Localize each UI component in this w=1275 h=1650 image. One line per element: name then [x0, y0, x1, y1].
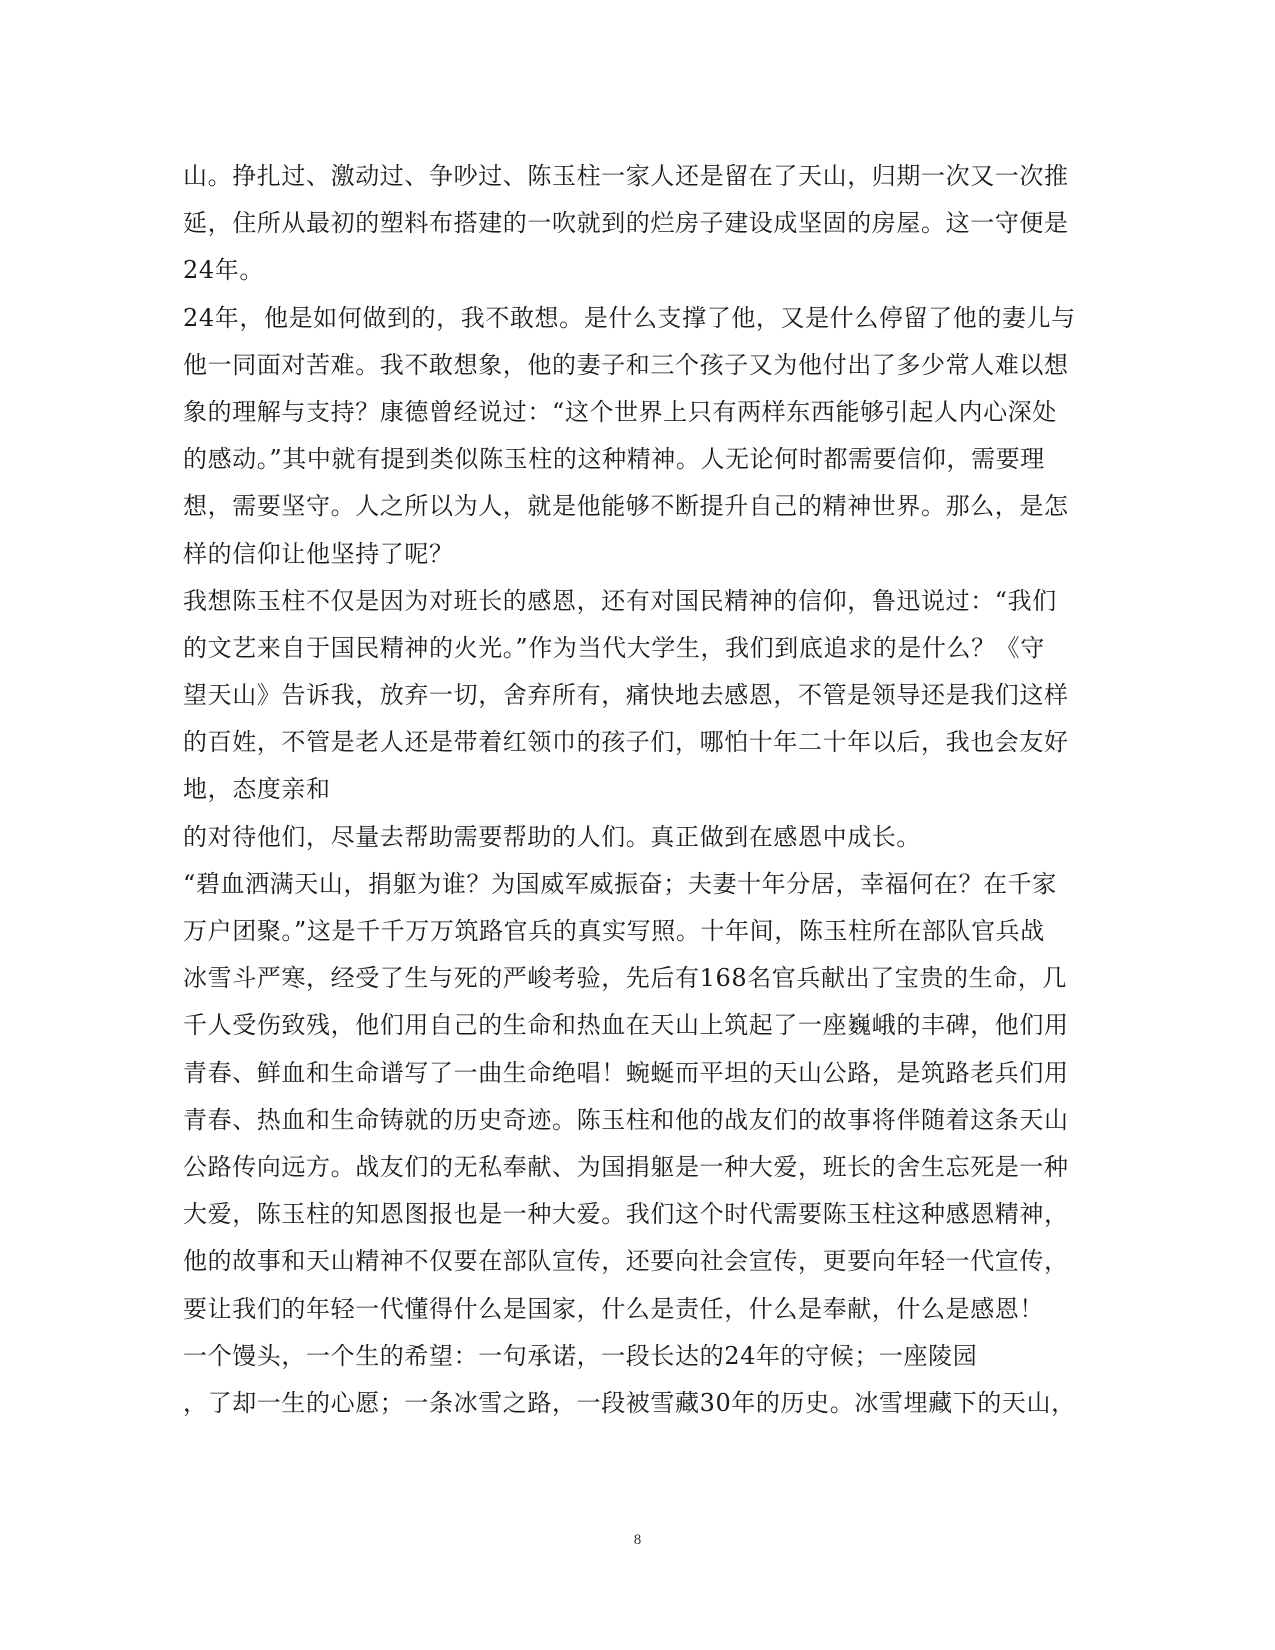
text-line: 24年。: [183, 256, 264, 285]
text-line: 万户团聚。”这是千千万万筑路官兵的真实写照。十年间，陈玉柱所在部队官兵战: [183, 917, 1045, 945]
text-line: 24年，他是如何做到的，我不敢想。是什么支撑了他，又是什么停留了他的妻儿与: [183, 303, 1076, 332]
text-line: 冰雪斗严寒，经受了生与死的严峻考验，先后有168名官兵献出了宝贵的生命，几: [183, 964, 1068, 993]
text-line: 千人受伤致残，他们用自己的生命和热血在天山上筑起了一座巍峨的丰碑，他们用: [183, 1011, 1069, 1040]
text-line: 的感动。”其中就有提到类似陈玉柱的这种精神。人无论何时都需要信仰，需要理: [183, 445, 1045, 474]
text-line: 样的信仰让他坚持了呢？: [183, 539, 454, 568]
text-line: 他的故事和天山精神不仅要在部队宣传，还要向社会宣传，更要向年轻一代宣传，: [183, 1247, 1069, 1276]
text-line: 青春、热血和生命铸就的历史奇迹。陈玉柱和他的战友们的故事将伴随着这条天山: [183, 1105, 1069, 1134]
text-line: 大爱，陈玉柱的知恩图报也是一种大爱。我们这个时代需要陈玉柱这种感恩精神，: [183, 1200, 1069, 1229]
body-text: [183, 153, 1083, 1427]
text-line: 山。挣扎过、激动过、争吵过、陈玉柱一家人还是留在了天山，归期一次又一次推: [183, 162, 1069, 190]
text-line: 的文艺来自于国民精神的火光。”作为当代大学生，我们到底追求的是什么？《守: [183, 633, 1045, 662]
text-line: 我想陈玉柱不仅是因为对班长的感恩，还有对国民精神的信仰，鲁迅说过：“我们: [183, 586, 1057, 615]
text-line: 要让我们的年轻一代懂得什么是国家，什么是责任，什么是奉献，什么是感恩！: [183, 1294, 1044, 1323]
text-line: 望天山》告诉我，放弃一切，舍弃所有，痛快地去感恩，不管是领导还是我们这样: [183, 681, 1069, 710]
text-line: 一个馒头，一个生的希望：一句承诺，一段长达的24年的守候；一座陵园: [183, 1341, 978, 1370]
text-line: 想，需要坚守。人之所以为人，就是他能够不断提升自己的精神世界。那么，是怎: [183, 492, 1069, 521]
text-line: ，了却一生的心愿；一条冰雪之路，一段被雪藏30年的历史。冰雪埋藏下的天山，: [183, 1388, 1076, 1417]
text-line: “碧血洒满天山，捐躯为谁？为国威军威振奋；夫妻十年分居，幸福何在？在千家: [183, 869, 1057, 898]
page-number: 8: [633, 1532, 642, 1548]
text-line: 公路传向远方。战友们的无私奉献、为国捐躯是一种大爱，班长的舍生忘死是一种: [183, 1152, 1069, 1181]
text-line: 的百姓，不管是老人还是带着红领巾的孩子们，哪怕十年二十年以后，我也会友好: [183, 728, 1069, 757]
text-line: 延，住所从最初的塑料布搭建的一吹就到的烂房子建设成坚固的房屋。这一守便是: [183, 209, 1069, 238]
text-line: 的对待他们，尽量去帮助需要帮助的人们。真正做到在感恩中成长。: [183, 822, 921, 851]
text-line: 他一同面对苦难。我不敢想象，他的妻子和三个孩子又为他付出了多少常人难以想: [183, 350, 1069, 379]
text-line: 地，态度亲和: [183, 775, 331, 804]
text-line: 象的理解与支持？康德曾经说过：“这个世界上只有两样东西能够引起人内心深处: [183, 397, 1057, 426]
text-line: 青春、鲜血和生命谱写了一曲生命绝唱！蜿蜒而平坦的天山公路，是筑路老兵们用: [183, 1058, 1069, 1087]
